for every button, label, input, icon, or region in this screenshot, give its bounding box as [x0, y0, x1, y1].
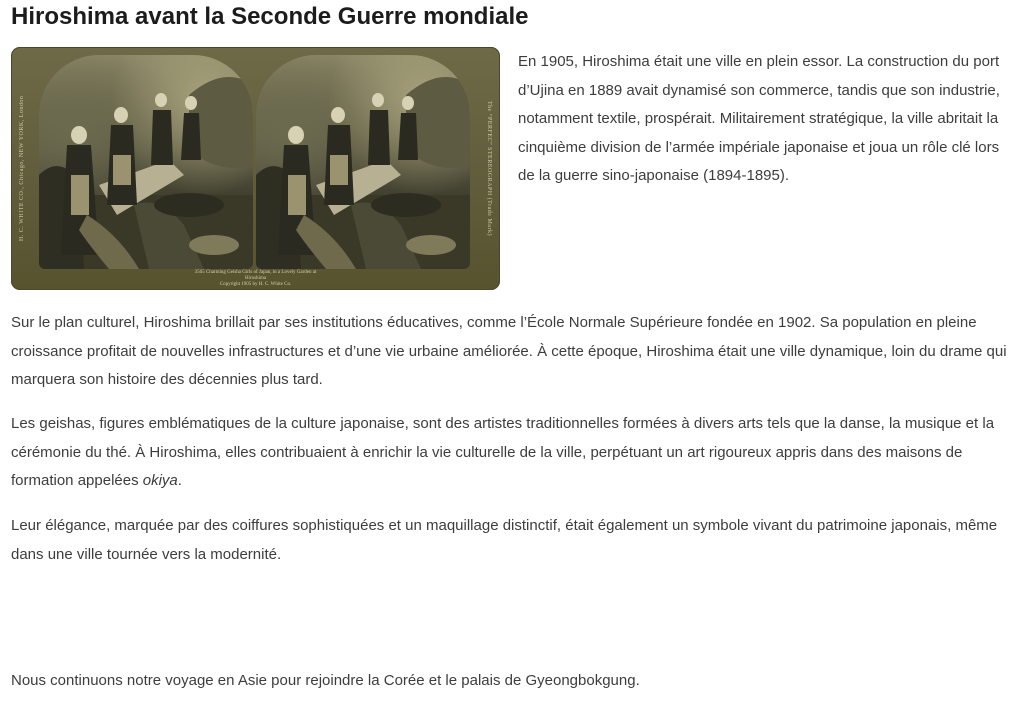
stereograph-publisher-text: H. C. WHITE CO., Chicago, NEW YORK, London [19, 95, 25, 241]
okiya-term: okiya [142, 472, 178, 489]
culture-paragraph: Sur le plan culturel, Hiroshima brillait par ses institutions éducatives, comme l’École Normale Supérieure fondée en 1902. Sa population en pleine croissance profitait de nouvelles infrastructures et d’une vie urbaine améliorée. À cette époque, Hiroshima était une ville dynamique, loin du drame qui marquera son histoire des décennies plus tard. [11, 314, 1007, 388]
geisha-garden-scene-right [256, 55, 470, 269]
stereograph-caption-line: Copyright 1905 by H. C. White Co. [219, 282, 292, 287]
stereograph-caption-line: Hiroshima [244, 276, 267, 281]
stereograph-photo [11, 47, 500, 290]
stereograph-caption [11, 270, 500, 288]
next-destination-paragraph: Nous continuons notre voyage en Asie pour rejoindre la Corée et le palais de Gyeongbokgung. [11, 672, 640, 689]
geishas-paragraph [11, 410, 1011, 496]
page-title: Hiroshima avant la Seconde Guerre mondiale [11, 3, 529, 30]
stereograph-trademark-text: The “PERFEC” STEREOGRAPH (Trade Mark) [486, 100, 492, 236]
stereograph-left-frame [39, 55, 253, 269]
geishas-text: Les geishas, figures emblématiques de la culture japonaise, sont des artistes traditionnelles formées à divers arts tels que la danse, la musique et la cérémonie du thé. À Hiroshima, elles contribuaient à enrichir la vie culturelle de la ville, perpétuant un art rigoureux appris dans des maisons de formation appelées [11, 415, 995, 489]
intro-paragraph: En 1905, Hiroshima était une ville en plein essor. La construction du port d’Ujina en 1889 avait dynamisé son commerce, tandis que son industrie, notamment textile, prospérait. Militairement stratégique, la ville abritait la cinquième division de l’armée impériale japonaise et joua un rôle clé lors de la guerre sino-japonaise (1894-1895). [518, 53, 1000, 184]
stereograph-caption-line: 3565 Charming Geisha Girls of Japan, in a Lovely Garden at [194, 270, 317, 275]
geishas-text-end: . [177, 472, 182, 489]
stereograph-right-frame [256, 55, 470, 269]
geisha-garden-scene-left [39, 55, 253, 269]
elegance-paragraph: Leur élégance, marquée par des coiffures sophistiquées et un maquillage distinctif, était également un symbole vivant du patrimoine japonais, même dans une ville tournée vers la modernité. [11, 517, 998, 563]
